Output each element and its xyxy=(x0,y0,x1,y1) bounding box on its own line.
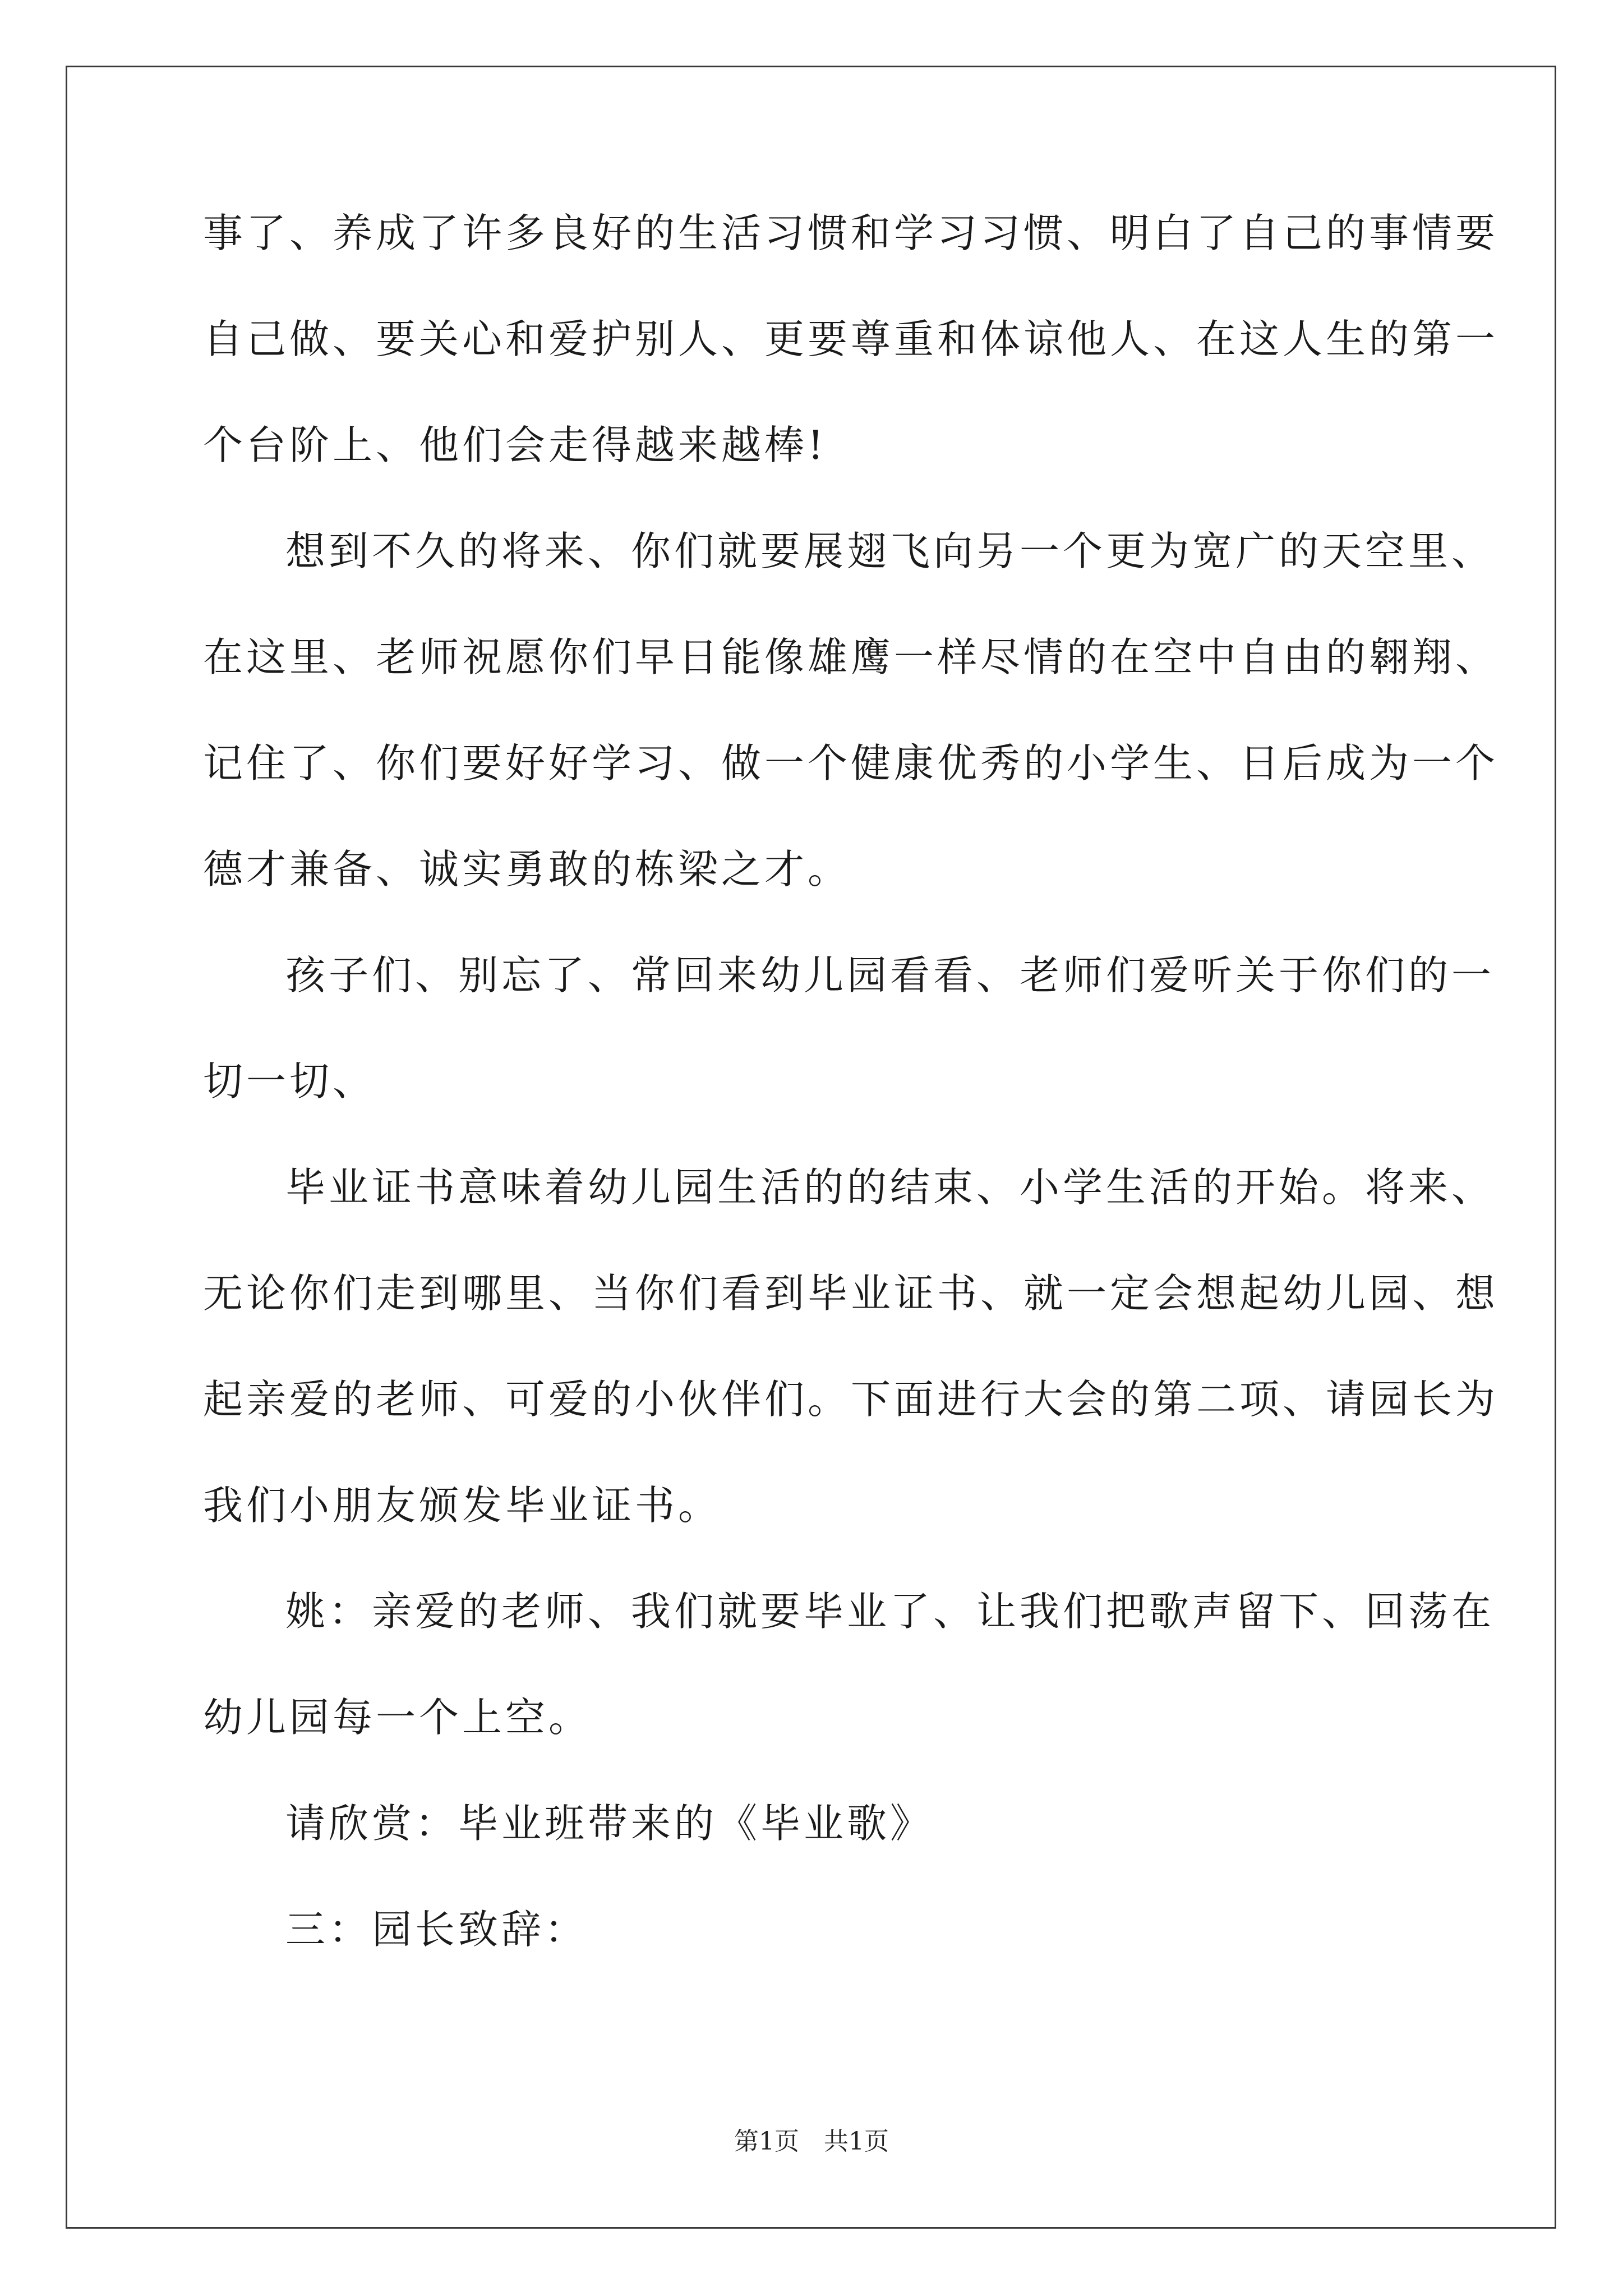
text-line: 姚：亲爱的老师、我们就要毕业了、让我们把歌声留下、回荡在 xyxy=(285,1588,1495,1635)
text-line: 三：园长致辞： xyxy=(285,1906,588,1953)
text-line: 自己做、要关心和爱护别人、更要尊重和体谅他人、在这人生的第一 xyxy=(203,316,1499,362)
page-footer: 第1页 共1页 xyxy=(734,2127,889,2156)
text-line: 毕业证书意味着幼儿园生活的的结束、小学生活的开始。将来、 xyxy=(285,1164,1495,1211)
text-line: 切一切、 xyxy=(203,1058,376,1105)
text-line: 想到不久的将来、你们就要展翅飞向另一个更为宽广的天空里、 xyxy=(285,528,1495,574)
text-line: 我们小朋友颁发毕业证书。 xyxy=(203,1482,722,1529)
text-line: 德才兼备、诚实勇敢的栋梁之才。 xyxy=(203,846,851,892)
document-body xyxy=(203,210,1499,2016)
text-line: 事了、养成了许多良好的生活习惯和学习习惯、明白了自己的事情要 xyxy=(203,210,1499,256)
text-line: 个台阶上、他们会走得越来越棒! xyxy=(203,422,827,468)
text-line: 请欣赏：毕业班带来的《毕业歌》 xyxy=(285,1800,934,1847)
text-line: 无论你们走到哪里、当你们看到毕业证书、就一定会想起幼儿园、想 xyxy=(203,1270,1499,1317)
text-line: 起亲爱的老师、可爱的小伙伴们。下面进行大会的第二项、请园长为 xyxy=(203,1376,1499,1423)
text-line: 幼儿园每一个上空。 xyxy=(203,1694,592,1741)
text-line: 在这里、老师祝愿你们早日能像雄鹰一样尽情的在空中自由的翱翔、 xyxy=(203,634,1499,680)
text-line: 记住了、你们要好好学习、做一个健康优秀的小学生、日后成为一个 xyxy=(203,740,1499,786)
text-line: 孩子们、别忘了、常回来幼儿园看看、老师们爱听关于你们的一 xyxy=(285,952,1495,999)
